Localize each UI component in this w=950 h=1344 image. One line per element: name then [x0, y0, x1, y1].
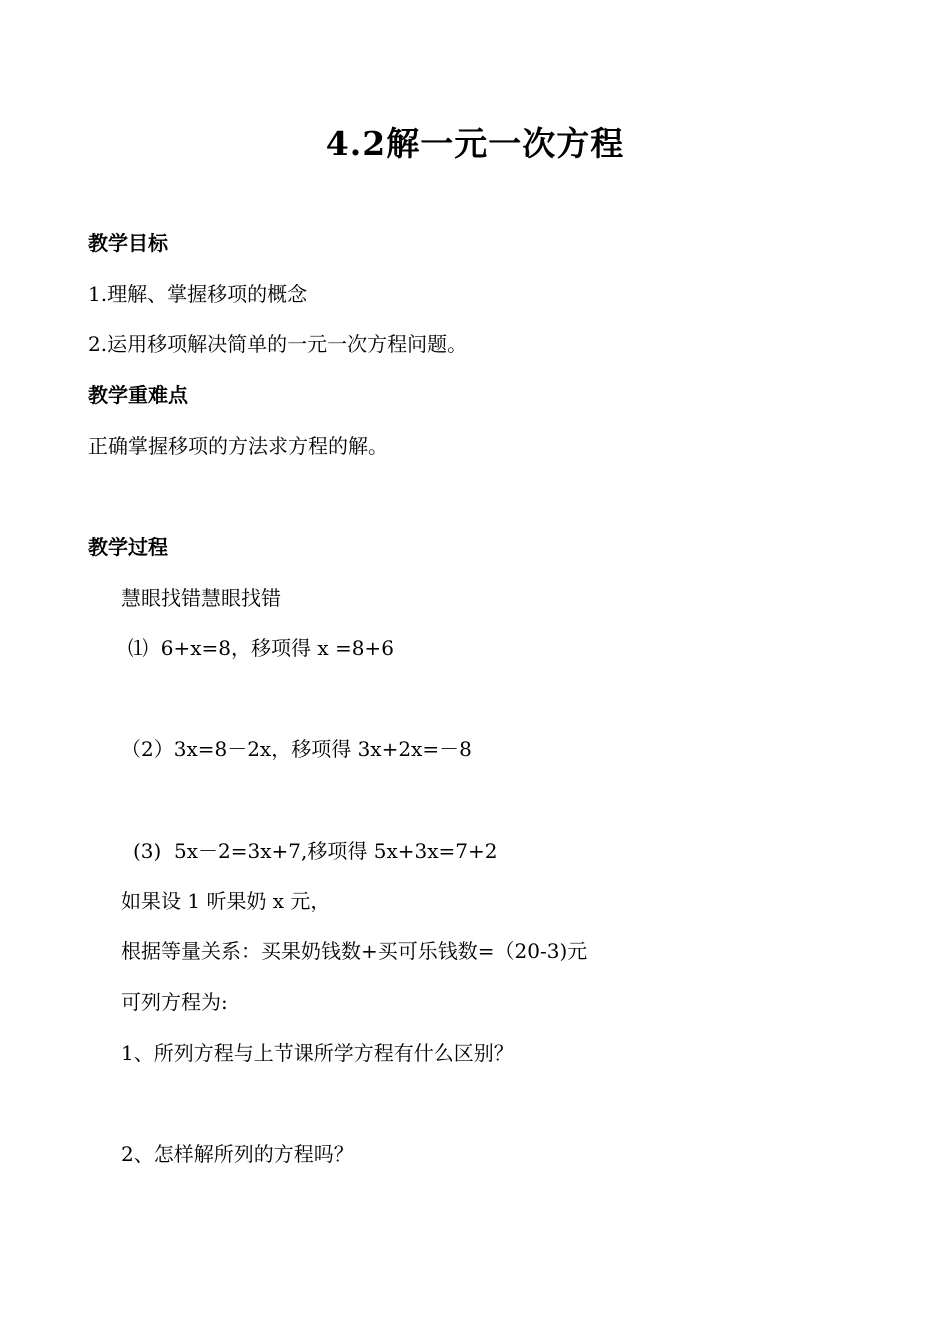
process-intro: 慧眼找错慧眼找错: [121, 586, 281, 610]
key-points-text: 正确掌握移项的方法求方程的解。: [88, 434, 388, 458]
equation-prompt: 可列方程为:: [121, 990, 228, 1014]
objective-item-1: 1.理解、掌握移项的概念: [88, 282, 308, 306]
question-2: 2、怎样解所列的方程吗？: [121, 1142, 354, 1166]
document-title: 4.2解一元一次方程: [325, 124, 625, 163]
error-item-2: （2）3x=8－2x，移项得 3x+2x=－8: [121, 737, 472, 761]
question-1: 1、所列方程与上节课所学方程有什么区别？: [121, 1041, 514, 1065]
process-heading: 教学过程: [88, 535, 168, 559]
key-points-heading: 教学重难点: [88, 383, 188, 407]
error-item-3: (3) 5x－2=3x+7,移项得 5x+3x=7+2: [133, 839, 498, 863]
equality-relation: 根据等量关系：买果奶钱数+买可乐钱数=（20-3)元: [121, 939, 588, 963]
problem-assumption: 如果设 1 听果奶 x 元，: [121, 889, 331, 913]
objective-item-2: 2.运用移项解决简单的一元一次方程问题。: [88, 332, 468, 356]
objectives-heading: 教学目标: [88, 231, 168, 255]
error-item-1: ⑴ 6+x=8，移项得 x =8+6: [128, 636, 394, 660]
